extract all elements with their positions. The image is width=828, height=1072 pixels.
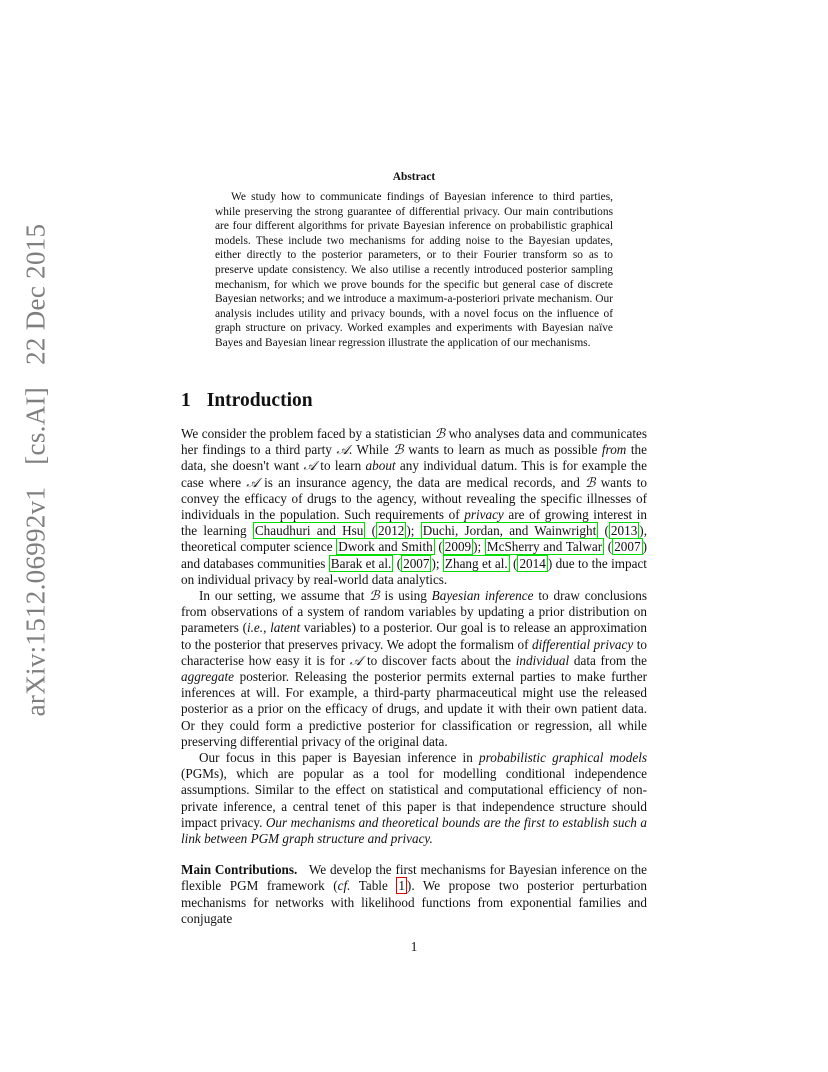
section-heading [181,390,313,412]
section-number: 1 [181,390,191,411]
citation-link[interactable]: Barak et al. [330,555,392,571]
citation-link[interactable]: McSherry and Talwar [486,539,603,555]
section-title: Introduction [206,390,313,411]
arxiv-id: arXiv:1512.06992v1 [20,486,51,717]
abstract-text: We study how to communicate findings of Bayesian inference to third parties, while preserving the strong guarantee of differential privacy. Our main contributions are four different algorithms for private Bayesian inference on probabilistic graphical models. These include two mechanisms for adding noise to the Bayesian updates, either directly to the posterior parameters, or to their Fourier transform so as to preserve update consistency. We also utilise a recently introduced posterior sampling mechanism, for which we prove bounds for the specific but general case of discrete Bayesian networks; and we introduce a maximum-a-posteriori private mechanism. Our analysis includes utility and privacy bounds, with a novel focus on the influence of graph structure on privacy. Worked examples and experiments with Bayesian naïve Bayes and Bayesian linear regression illustrate the application of our mechanisms. [215,191,613,349]
citation-link[interactable]: Duchi, Jordan, and Wainwright [422,523,597,539]
contributions-heading: Main Contributions. [181,862,298,878]
citation-link[interactable]: Dwork and Smith [338,539,433,555]
citation-year-link[interactable]: 2014 [519,555,546,571]
symbol-b: ℬ [434,426,446,441]
page-number: 1 [410,939,418,954]
arxiv-date: 22 Dec 2015 [20,223,51,365]
paragraph-2: In our setting, we assume that ℬ is using Bayesian inference to draw conclusions from observations of a system of random variables by updating a prior distribution on parameters (i.e., latent variables) to a posterior. Our goal is to release an approximation to the posterior that preserves privacy. We adopt the formalism of differential privacy to characterise how easy it is for 𝒜 to discover facts about the individual data from the aggregate posterior. Releasing the posterior permits external parties to make further inferences at will. For example, a third-party pharmaceutical might use the released posterior as a prior on the efficacy of drugs, and update it with their own patient data. Or they could form a predictive posterior for classification or regression, all while preserving differential privacy of the original data. [181,588,647,749]
citation-link[interactable]: Zhang et al. [444,555,508,571]
paragraph-3: Our focus in this paper is Bayesian inference in probabilistic graphical models (PGMs), which are popular as a tool for modelling conditional independence assumptions. Similar to the effect on statistical and computational efficiency of non-private inference, a central tenet of this paper is that independence structure should impact privacy. Our mechanisms and theoretical bounds are the first to establish such a link between PGM graph structure and privacy. [181,750,647,847]
symbol-a: 𝒜 [336,442,349,458]
paragraph-1: We consider the problem faced by a statistician ℬ who analyses data and communicates her findings to a third party 𝒜. While ℬ wants to learn as much as possible from the data, she doesn't want 𝒜 to learn about any individual datum. This is for example the case where 𝒜 is an insurance agency, the data are medical records, and ℬ wants to convey the efficacy of drugs to the agency, without revealing the specific illnesses of individuals in the population. Such requirements of privacy are of growing interest in the learning Chaudhuri and Hsu ( 2012 ); Duchi, Jordan, and Wainwright ( 2013 ), theoretical computer science Dwork and Smith ( 2009 ); McSherry and Talwar ( 2007 ) and databases communities Barak et al. ( 2007 ); Zhang et al. ( 2014 ) due to the impact on individual privacy by real-world data analytics. [181,426,647,587]
citation-year-link[interactable]: 2007 [403,555,430,571]
table-reference-link[interactable]: 1 [398,878,405,894]
citation-year-link[interactable]: 2012 [378,523,405,539]
citation-year-link[interactable]: 2013 [610,523,638,539]
paragraph-contributions: Main Contributions. We develop the first mechanisms for Bayesian inference on the flexible PGM framework (cf. Table 1 ). We propose two posterior perturbation mechanisms for networks with likelihood functions from exponential families and conjugate [181,862,648,926]
citation-link[interactable]: Chaudhuri and Hsu [254,523,364,539]
arxiv-stamp [21,224,52,717]
citation-year-link[interactable]: 2009 [444,539,472,555]
arxiv-category: [cs.AI] [20,386,51,465]
abstract-heading: Abstract [392,171,436,183]
body-text [181,426,647,927]
citation-year-link[interactable]: 2007 [614,539,641,555]
